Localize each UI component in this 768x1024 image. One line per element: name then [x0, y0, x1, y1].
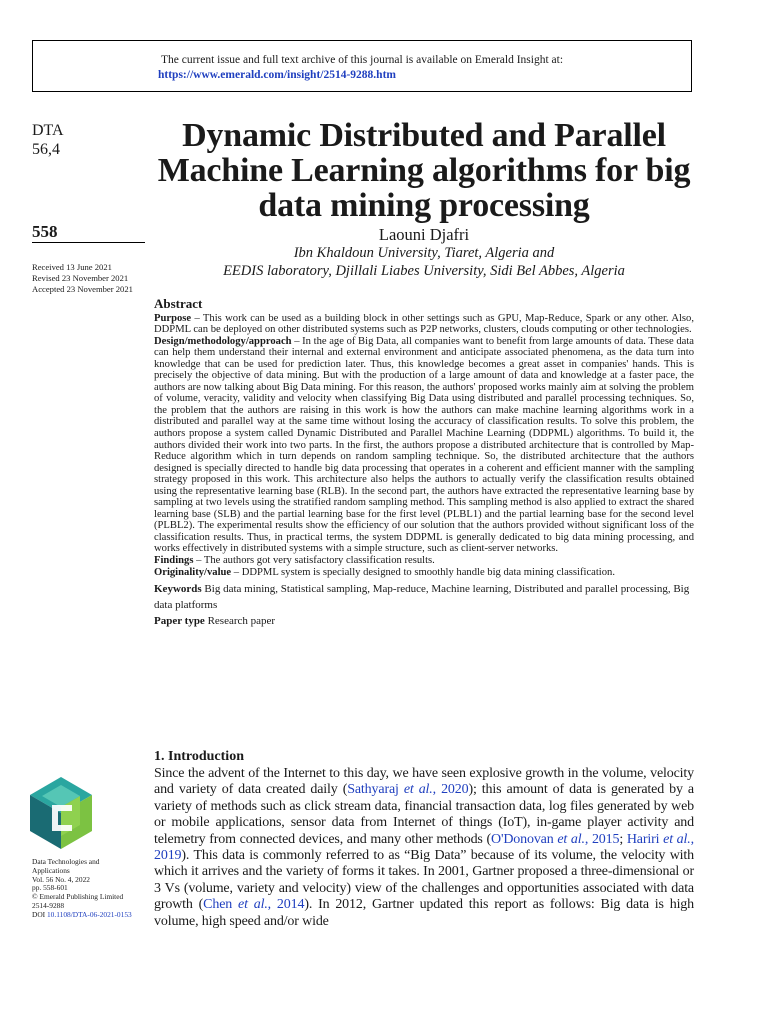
citation-etal: et al.	[403, 782, 433, 798]
citation-author: Sathyaraj	[347, 782, 404, 798]
intro-text-4: ). In 2012, Gartner updated this report as follows: Big data is high volume, high speed and/or wide	[154, 897, 695, 929]
citation-separator: ;	[619, 831, 627, 847]
abstract-originality	[154, 567, 694, 579]
citation-etal: et al.	[557, 831, 585, 847]
access-notice-text: The current issue and full text archive of this journal is available on Emerald Insight at:	[160, 54, 564, 66]
journal-abbrev: DTA	[32, 122, 64, 139]
citation-author: Chen	[203, 897, 239, 913]
page-number: 558	[32, 222, 58, 241]
issn: 2514-9288	[32, 900, 65, 910]
publication-info	[32, 858, 152, 920]
abstract-purpose	[154, 313, 694, 336]
affiliation-line-2: EEDIS laboratory, Djillali Liabes University, Sidi Bel Abbes, Algeria	[223, 263, 625, 279]
abstract-section	[154, 298, 694, 629]
abstract-heading: Abstract	[154, 296, 203, 311]
abstract-keywords	[154, 581, 694, 613]
keywords-text: Big data mining, Statistical sampling, Map-reduce, Machine learning, Distributed and parallel processing, Big data platforms	[154, 583, 690, 612]
citation-author: O'Donovan	[490, 831, 558, 847]
volume-info: Vol. 56 No. 4, 2022	[32, 874, 90, 884]
journal-name-line-2: Applications	[32, 865, 70, 875]
introduction-paragraph	[154, 766, 694, 930]
journal-code	[32, 121, 64, 159]
revised-date: Revised 23 November 2021	[32, 272, 129, 283]
intro-text-3: ). This data is commonly referred to as “Big Data” because of its volume, the velocity with which it arrives and the variety of forms it takes. In 2001, Gartner proposed a three-dimensional or 3 Vs (volume, variety and velocity) view of the challenges and opportunities associated with data growth (	[154, 848, 694, 913]
citation-year: , 2019	[154, 831, 694, 864]
author-affiliation	[154, 244, 694, 280]
paper-title: Dynamic Distributed and Parallel Machine Learning algorithms for big data mining processing	[157, 117, 691, 224]
journal-name-line-1: Data Technologies and	[32, 857, 100, 866]
citation-author: Hariri	[626, 831, 664, 847]
citation-sathyaraj-2020[interactable]	[347, 782, 468, 797]
abstract-design	[154, 336, 694, 555]
design-label: Design/methodology/approach	[154, 335, 292, 347]
keywords-label: Keywords	[154, 583, 202, 596]
purpose-text: – This work can be used as a building block in other settings such as GPU, Map-Reduce, Spark or any other. Also, DDPML can be deployed on other distributed systems such as P2P networks, clusters, clouds computing or other technologies.	[154, 312, 694, 336]
citation-chen-2014[interactable]	[203, 897, 304, 912]
article-history	[32, 262, 152, 294]
abstract-paper-type	[154, 613, 694, 629]
publisher: © Emerald Publishing Limited	[32, 892, 124, 902]
paper-type-label: Paper type	[154, 615, 205, 628]
citation-year: , 2020	[432, 782, 469, 798]
introduction-heading: 1. Introduction	[154, 749, 244, 764]
journal-logo-icon	[30, 777, 92, 849]
findings-text: – The authors got very satisfactory classification results.	[193, 555, 435, 567]
abstract-findings	[154, 555, 694, 567]
paper-type-text: Research paper	[204, 615, 276, 628]
doi-label: DOI	[32, 909, 47, 919]
intro-text-2: ); this amount of data is generated by a variety of methods such as click stream data, financial transaction data, log files generated by web or mobile applications, sensor data from Internet of things (IoT), in-game player activity and telemetry from connected devices, and many other methods (	[154, 782, 694, 847]
purpose-label: Purpose	[154, 312, 192, 324]
introduction-section	[154, 749, 694, 930]
received-date: Received 13 June 2021	[32, 262, 112, 272]
citation-etal: et al.	[663, 831, 691, 847]
affiliation-line-1: Ibn Khaldoun University, Tiaret, Algeria and	[293, 245, 555, 261]
citation-odonovan-2015[interactable]	[491, 832, 619, 847]
doi-link[interactable]: 10.1108/DTA-06-2021-0153	[46, 909, 132, 919]
accepted-date: Accepted 23 November 2021	[32, 283, 133, 294]
citation-year: , 2014	[267, 897, 305, 913]
author-name: Laouni Djafri	[378, 225, 470, 244]
access-notice-box	[32, 40, 692, 92]
originality-text: – DDPML system is specially designed to smoothly handle big data mining classification.	[231, 566, 615, 578]
citation-etal: et al.	[238, 897, 268, 913]
design-text: – In the age of Big Data, all companies want to benefit from large amounts of data. These data can help them understand their internal and external environment and anticipate associated phenomena, as the data turn into knowledge that can be used for prediction later. Thus, this knowledge becomes a great asset in companies' hands. This is precisely the objective of data mining. But with the production of a large amount of data and knowledge at a faster pace, the authors are now talking about Big Data mining. For this reason, the authors' proposed works mainly aim at solving the problem of volume, veracity, validity and velocity when classifying Big Data using distributed and parallel processing techniques. So, the problem that the authors are raising in this work is how the authors can make machine learning algorithms work in a distributed and parallel way at the same time without losing the accuracy of classification results. To solve this problem, the authors propose a system called Dynamic Distributed and Parallel Machine Learning (DDPML) algorithms. To build it, the authors divided their work into two parts. In the first, the authors propose a distributed architecture that is controlled by Map-Reduce algorithm which in turn depends on random sampling technique. So, the distributed architecture that the authors designed is specially directed to handle big data processing that operates in a coherent and efficient manner with the sampling strategy proposed in this work. This architecture also helps the authors to actually verify the classification results obtained using the representative learning base (RLB). In the second part, the authors have extracted the representative learning base by sampling at two levels using the stratified random sampling method. This sampling method is also applied to extract the shared learning base (SLB) and the partial learning base for the first level (PLBL1) and the partial learning base for the second level (PLBL2). The experimental results show the efficiency of our solution that the authors provided without significant loss of the classification results. Thus, in practical terms, the system DDPML is generally dedicated to big data mining processing, and works effectively in distributed systems with a simple structure, such as client-server networks.	[154, 335, 694, 555]
intro-text-1: Since the advent of the Internet to this day, we have seen explosive growth in the volume, velocity and variety of data created daily (	[154, 766, 694, 798]
originality-label: Originality/value	[154, 566, 232, 578]
page-number-rule	[32, 242, 145, 243]
journal-url-link[interactable]: https://www.emerald.com/insight/2514-9288.htm	[158, 69, 396, 81]
page-range: pp. 558-601	[32, 883, 68, 893]
citation-year: , 2015	[584, 831, 620, 847]
journal-volume: 56,4	[32, 141, 60, 158]
doi-line	[32, 911, 152, 920]
findings-label: Findings	[154, 555, 194, 567]
